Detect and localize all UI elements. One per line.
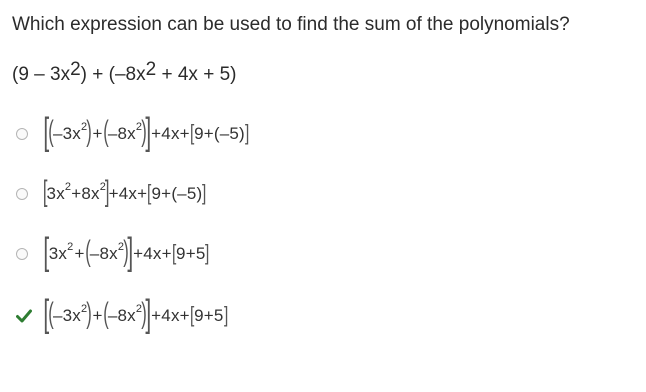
option-2-expression: [ 3x $^2$ +8x $^2$ ] +4x+ [ 9+(–5) ] <box>42 175 207 208</box>
radio-button[interactable] <box>16 188 28 200</box>
option-3-expression: [ 3x $^2$ + ( –8x $^2$ ) ] +4x+ [ 9+5 ] <box>43 231 210 273</box>
option-4-expression: [ ( –3x $^2$ ) + ( –8x $^2$ ) ] +4x+ [ 9+5 ] <box>43 293 228 335</box>
answer-option-2[interactable] <box>16 170 207 218</box>
radio-button[interactable] <box>16 248 28 260</box>
polynomial-expression: $(9 - 3x^2) + (-8x^2 + 4x + 5)$ <box>12 59 237 85</box>
radio-button[interactable] <box>16 128 28 140</box>
option-1-expression: [ ( –3x $^2$ ) + ( –8x $^2$ ) ] +4x+ [ 9+(–5) ] <box>43 111 250 153</box>
checkmark-icon <box>16 308 32 324</box>
answer-option-1[interactable] <box>16 110 249 158</box>
question-text: Which expression can be used to find the sum of the polynomials? <box>12 14 570 35</box>
answer-option-4[interactable] <box>16 292 228 340</box>
answer-option-3[interactable] <box>16 230 210 278</box>
